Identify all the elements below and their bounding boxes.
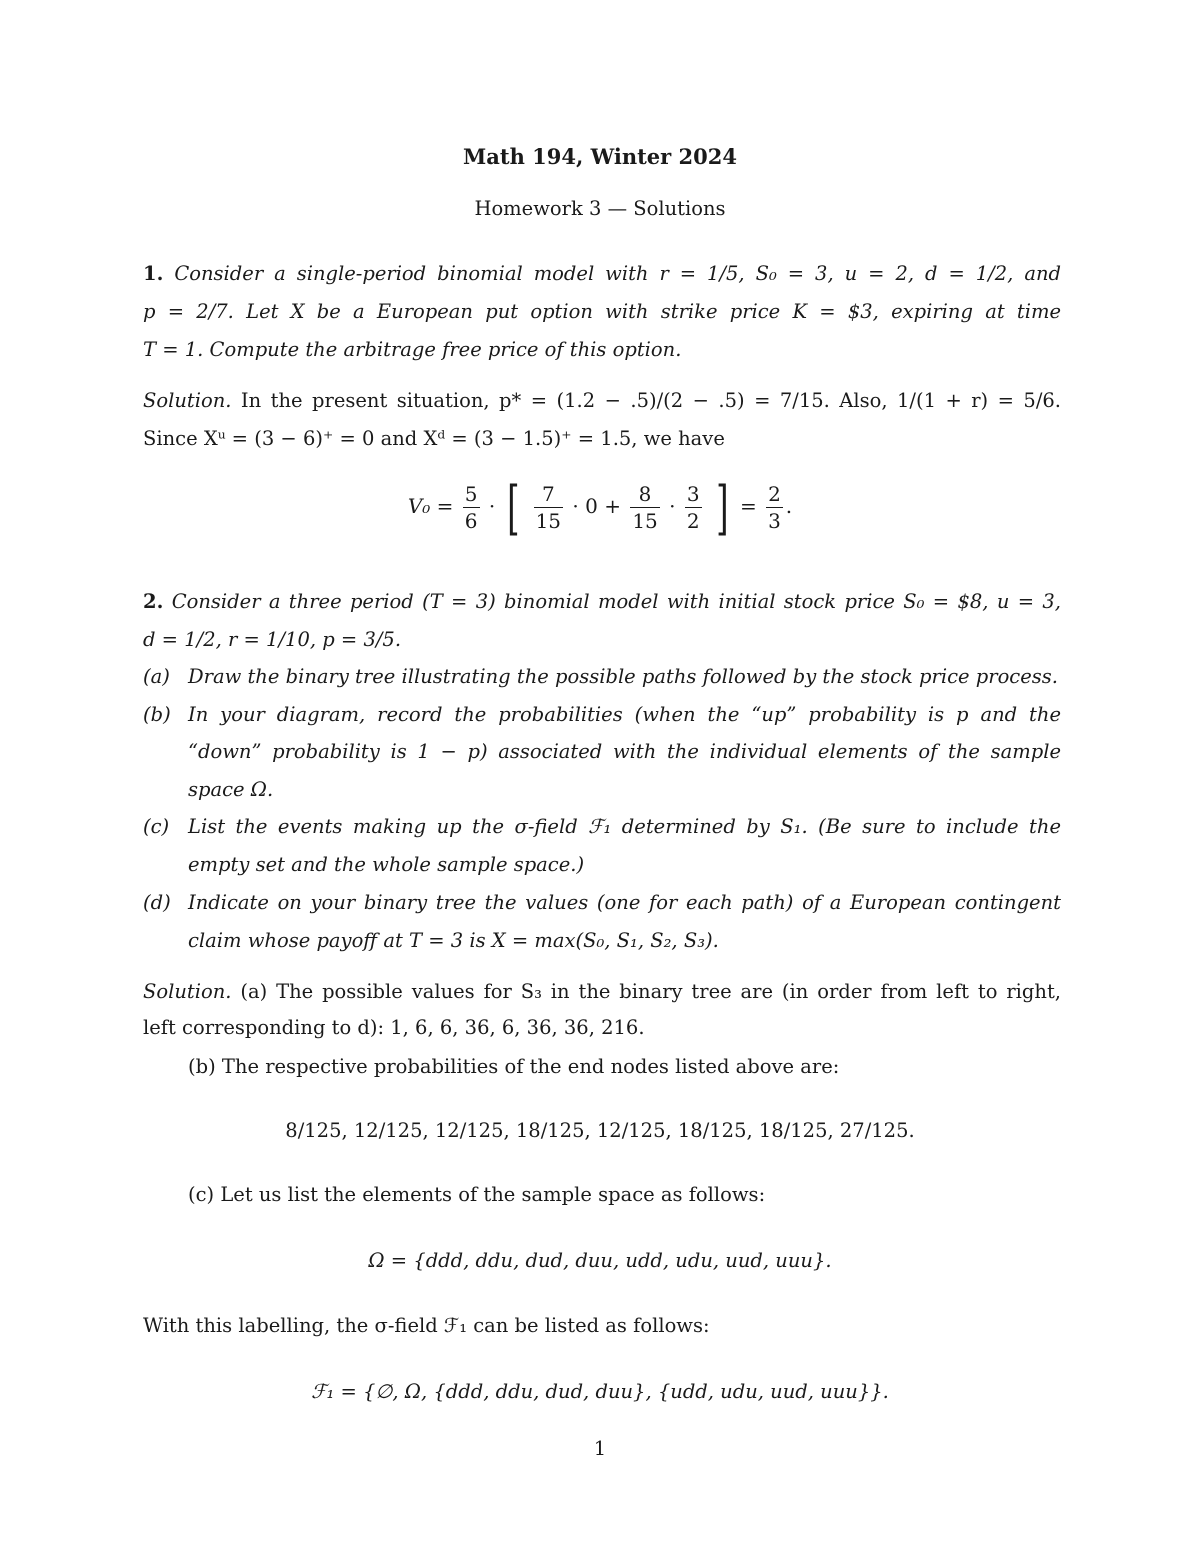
solution-2-b: (b) The respective probabilities of the end nodes listed above are:	[188, 1055, 840, 1078]
solution-2-a-line-1: Solution. (a) The possible values for S₃ in the binary tree are (in order from left to right,	[143, 980, 1061, 1003]
fraction: $\frac{2}{3}$	[768, 482, 781, 533]
problem-1-number: 1.	[143, 262, 164, 285]
sigma-field-f1: ℱ₁ = {∅, Ω, {ddd, ddu, dud, duu}, {udd, udu, uud, uuu}}.	[311, 1380, 889, 1403]
fraction: $\frac{7}{15}$	[535, 482, 562, 533]
labelling-text: With this labelling, the σ-field ℱ₁ can be listed as follows:	[143, 1314, 710, 1337]
solution-2-a-line-2: left corresponding to d): 1, 6, 6, 36, 6, 36, 36, 216.	[143, 1016, 645, 1039]
probabilities-list: 8/125, 12/125, 12/125, 18/125, 12/125, 18/125, 18/125, 27/125.	[285, 1119, 915, 1142]
page-number: 1	[593, 1437, 607, 1460]
page-subtitle: Homework 3 — Solutions	[474, 197, 726, 220]
right-bracket: ]	[716, 473, 729, 542]
fraction: $\frac{3}{2}$	[686, 482, 700, 533]
fraction: $\frac{8}{15}$	[632, 482, 658, 533]
problem-1-line-3: T = 1. Compute the arbitrage free price of this option.	[143, 338, 682, 361]
sample-space-omega: Ω = {ddd, ddu, dud, duu, udd, udu, uud, uuu}.	[368, 1249, 832, 1272]
equation-v0: V₀ = $\frac{5}{6}$ · [ $\frac{7}{15}$ · 0 + $\frac{8}{15}$ · $\frac{3}{2}$ ] = $\frac{2}{3}$ .	[407, 473, 793, 542]
page-title: Math 194, Winter 2024	[463, 144, 737, 169]
problem-1-line-2: p = 2/7. Let X be a European put option with strike price K = $3, expiring at time	[143, 300, 1061, 323]
fraction: $\frac{5}{6}$	[464, 482, 478, 533]
problem-2-line-2: d = 1/2, r = 1/10, p = 3/5.	[143, 628, 402, 651]
solution-1-line-1: Solution. In the present situation, p* = (1.2 − .5)/(2 − .5) = 7/15. Also, 1/(1 + r) = 5/6.	[143, 389, 1061, 412]
problem-2-number: 2.	[143, 590, 164, 613]
solution-label: Solution.	[143, 389, 232, 412]
solution-label: Solution.	[143, 980, 232, 1003]
problem-2-line-1: 2. Consider a three period (T = 3) binomial model with initial stock price S₀ = $8, u = 3,	[143, 590, 1062, 613]
solution-2-c: (c) Let us list the elements of the sample space as follows:	[188, 1183, 766, 1206]
left-bracket: [	[506, 473, 520, 542]
solution-1-line-2: Since Xᵘ = (3 − 6)⁺ = 0 and Xᵈ = (3 − 1.5)⁺ = 1.5, we have	[143, 427, 725, 450]
problem-1-line-1: 1. Consider a single-period binomial model with r = 1/5, S₀ = 3, u = 2, d = 1/2, and	[143, 262, 1061, 285]
